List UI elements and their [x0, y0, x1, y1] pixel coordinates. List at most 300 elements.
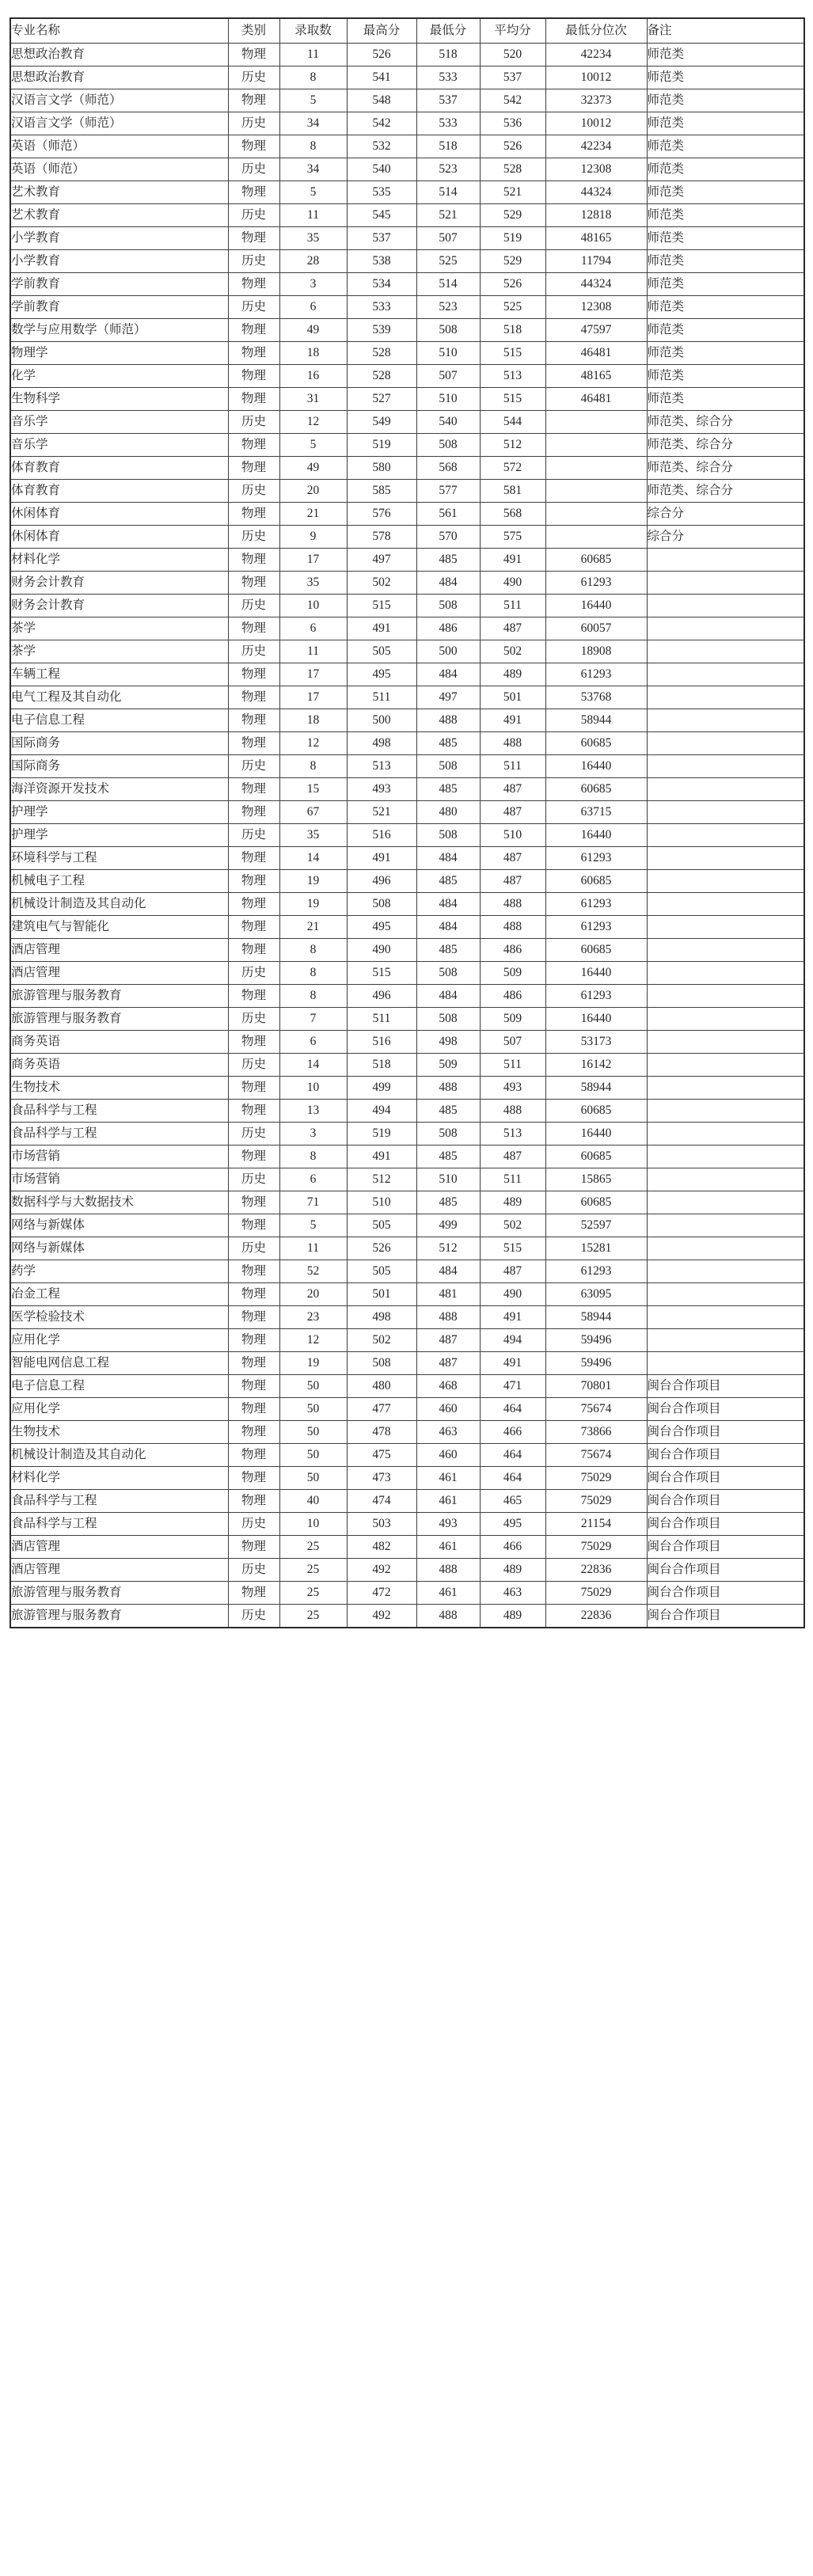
cell-major: 应用化学 [10, 1398, 228, 1421]
cell-major: 小学教育 [10, 250, 228, 273]
cell-admitted-count: 34 [279, 158, 347, 181]
cell-min-score-rank: 75674 [545, 1444, 647, 1467]
cell-category: 物理 [228, 572, 279, 595]
cell-avg-score: 537 [480, 66, 545, 89]
table-row [10, 250, 804, 273]
table-row [10, 388, 804, 411]
cell-avg-score: 529 [480, 250, 545, 273]
table-row [10, 663, 804, 686]
cell-max-score: 542 [347, 112, 416, 135]
cell-admitted-count: 5 [279, 181, 347, 204]
cell-major: 艺术教育 [10, 204, 228, 227]
cell-max-score: 540 [347, 158, 416, 181]
cell-avg-score: 512 [480, 434, 545, 457]
cell-major: 机械设计制造及其自动化 [10, 893, 228, 916]
cell-avg-score: 511 [480, 755, 545, 778]
cell-min-score: 468 [416, 1375, 480, 1398]
cell-remark: 师范类、综合分 [647, 411, 804, 434]
cell-admitted-count: 6 [279, 1168, 347, 1191]
table-row [10, 204, 804, 227]
cell-admitted-count: 23 [279, 1306, 347, 1329]
cell-min-score: 540 [416, 411, 480, 434]
cell-max-score: 493 [347, 778, 416, 801]
cell-remark [647, 847, 804, 870]
table-row [10, 870, 804, 893]
cell-max-score: 511 [347, 1008, 416, 1031]
table-row [10, 89, 804, 112]
cell-major: 英语（师范） [10, 158, 228, 181]
cell-min-score-rank: 70801 [545, 1375, 647, 1398]
cell-min-score-rank: 12308 [545, 296, 647, 319]
table-row [10, 319, 804, 342]
cell-max-score: 527 [347, 388, 416, 411]
cell-min-score: 461 [416, 1467, 480, 1490]
cell-max-score: 578 [347, 526, 416, 549]
cell-remark: 闽台合作项目 [647, 1467, 804, 1490]
cell-avg-score: 464 [480, 1444, 545, 1467]
cell-min-score-rank [545, 411, 647, 434]
cell-admitted-count: 18 [279, 342, 347, 365]
cell-major: 化学 [10, 365, 228, 388]
cell-remark [647, 663, 804, 686]
cell-min-score-rank: 16142 [545, 1054, 647, 1077]
cell-major: 网络与新媒体 [10, 1237, 228, 1260]
cell-category: 物理 [228, 939, 279, 962]
cell-min-score-rank [545, 457, 647, 480]
cell-category: 物理 [228, 617, 279, 640]
cell-min-score-rank: 61293 [545, 1260, 647, 1283]
cell-category: 物理 [228, 388, 279, 411]
cell-category: 物理 [228, 342, 279, 365]
cell-min-score-rank: 58944 [545, 1306, 647, 1329]
cell-min-score: 512 [416, 1237, 480, 1260]
cell-category: 历史 [228, 66, 279, 89]
cell-major: 酒店管理 [10, 1559, 228, 1582]
cell-category: 历史 [228, 824, 279, 847]
cell-category: 物理 [228, 1306, 279, 1329]
cell-category: 历史 [228, 250, 279, 273]
table-row [10, 732, 804, 755]
table-row [10, 1329, 804, 1352]
table-row [10, 916, 804, 939]
cell-max-score: 518 [347, 1054, 416, 1077]
cell-category: 历史 [228, 296, 279, 319]
cell-min-score-rank: 60685 [545, 778, 647, 801]
cell-min-score-rank [545, 503, 647, 526]
table-row [10, 801, 804, 824]
cell-min-score: 485 [416, 939, 480, 962]
cell-category: 物理 [228, 1375, 279, 1398]
cell-admitted-count: 19 [279, 870, 347, 893]
cell-max-score: 549 [347, 411, 416, 434]
cell-avg-score: 464 [480, 1467, 545, 1490]
table-row [10, 1352, 804, 1375]
cell-category: 物理 [228, 1467, 279, 1490]
cell-max-score: 496 [347, 985, 416, 1008]
cell-min-score-rank: 59496 [545, 1329, 647, 1352]
cell-remark [647, 1214, 804, 1237]
cell-major: 旅游管理与服务教育 [10, 1008, 228, 1031]
cell-category: 物理 [228, 1031, 279, 1054]
cell-major: 旅游管理与服务教育 [10, 985, 228, 1008]
cell-avg-score: 491 [480, 549, 545, 572]
cell-min-score: 460 [416, 1444, 480, 1467]
cell-avg-score: 502 [480, 640, 545, 663]
cell-remark: 师范类 [647, 89, 804, 112]
cell-min-score-rank: 75029 [545, 1536, 647, 1559]
cell-remark: 师范类 [647, 342, 804, 365]
cell-category: 物理 [228, 181, 279, 204]
cell-min-score: 484 [416, 663, 480, 686]
cell-min-score: 570 [416, 526, 480, 549]
cell-category: 历史 [228, 1513, 279, 1536]
column-header-max-score: 最高分 [347, 18, 416, 44]
cell-avg-score: 491 [480, 1352, 545, 1375]
cell-admitted-count: 14 [279, 847, 347, 870]
cell-min-score: 498 [416, 1031, 480, 1054]
cell-admitted-count: 12 [279, 411, 347, 434]
cell-major: 体育教育 [10, 457, 228, 480]
cell-category: 物理 [228, 1329, 279, 1352]
cell-category: 历史 [228, 595, 279, 617]
cell-remark [647, 1008, 804, 1031]
cell-admitted-count: 6 [279, 1031, 347, 1054]
cell-admitted-count: 31 [279, 388, 347, 411]
cell-avg-score: 526 [480, 273, 545, 296]
cell-category: 历史 [228, 755, 279, 778]
cell-admitted-count: 28 [279, 250, 347, 273]
table-row [10, 1077, 804, 1100]
column-header-avg-score: 平均分 [480, 18, 545, 44]
cell-category: 物理 [228, 686, 279, 709]
cell-avg-score: 486 [480, 939, 545, 962]
table-row [10, 1513, 804, 1536]
cell-min-score-rank: 44324 [545, 181, 647, 204]
cell-min-score: 461 [416, 1582, 480, 1605]
column-header-min-score: 最低分 [416, 18, 480, 44]
cell-admitted-count: 8 [279, 1146, 347, 1168]
table-row [10, 526, 804, 549]
cell-category: 物理 [228, 870, 279, 893]
cell-min-score: 486 [416, 617, 480, 640]
table-row [10, 617, 804, 640]
cell-max-score: 482 [347, 1536, 416, 1559]
cell-remark [647, 1168, 804, 1191]
cell-min-score-rank: 46481 [545, 342, 647, 365]
cell-major: 数据科学与大数据技术 [10, 1191, 228, 1214]
cell-min-score: 508 [416, 1008, 480, 1031]
cell-min-score: 480 [416, 801, 480, 824]
cell-avg-score: 519 [480, 227, 545, 250]
cell-admitted-count: 8 [279, 755, 347, 778]
cell-min-score-rank [545, 480, 647, 503]
cell-min-score: 523 [416, 158, 480, 181]
cell-remark [647, 985, 804, 1008]
cell-major: 网络与新媒体 [10, 1214, 228, 1237]
cell-min-score-rank: 47597 [545, 319, 647, 342]
cell-avg-score: 518 [480, 319, 545, 342]
cell-min-score: 507 [416, 365, 480, 388]
cell-admitted-count: 21 [279, 916, 347, 939]
cell-min-score: 485 [416, 1146, 480, 1168]
cell-min-score-rank: 52597 [545, 1214, 647, 1237]
cell-avg-score: 487 [480, 801, 545, 824]
cell-major: 机械设计制造及其自动化 [10, 1444, 228, 1467]
cell-min-score-rank: 42234 [545, 135, 647, 158]
table-row [10, 1306, 804, 1329]
cell-min-score-rank: 75029 [545, 1467, 647, 1490]
cell-remark [647, 870, 804, 893]
cell-min-score-rank: 46481 [545, 388, 647, 411]
cell-admitted-count: 19 [279, 1352, 347, 1375]
cell-admitted-count: 17 [279, 686, 347, 709]
cell-admitted-count: 35 [279, 572, 347, 595]
cell-category: 物理 [228, 273, 279, 296]
cell-min-score: 487 [416, 1352, 480, 1375]
table-row [10, 1146, 804, 1168]
cell-remark [647, 755, 804, 778]
cell-admitted-count: 50 [279, 1375, 347, 1398]
cell-max-score: 478 [347, 1421, 416, 1444]
cell-min-score: 577 [416, 480, 480, 503]
cell-major: 护理学 [10, 824, 228, 847]
cell-major: 酒店管理 [10, 962, 228, 985]
cell-min-score-rank: 61293 [545, 572, 647, 595]
table-row [10, 1191, 804, 1214]
cell-major: 音乐学 [10, 411, 228, 434]
cell-min-score: 508 [416, 1123, 480, 1146]
cell-admitted-count: 3 [279, 1123, 347, 1146]
cell-max-score: 528 [347, 342, 416, 365]
table-row [10, 1237, 804, 1260]
cell-remark [647, 1123, 804, 1146]
cell-max-score: 515 [347, 595, 416, 617]
cell-major: 建筑电气与智能化 [10, 916, 228, 939]
cell-admitted-count: 71 [279, 1191, 347, 1214]
cell-min-score: 533 [416, 112, 480, 135]
cell-max-score: 510 [347, 1191, 416, 1214]
cell-min-score-rank: 32373 [545, 89, 647, 112]
cell-min-score: 485 [416, 1191, 480, 1214]
cell-admitted-count: 8 [279, 985, 347, 1008]
cell-admitted-count: 8 [279, 962, 347, 985]
cell-major: 旅游管理与服务教育 [10, 1582, 228, 1605]
cell-category: 物理 [228, 89, 279, 112]
cell-min-score-rank: 11794 [545, 250, 647, 273]
cell-remark [647, 1329, 804, 1352]
cell-min-score-rank: 48165 [545, 227, 647, 250]
table-row [10, 66, 804, 89]
cell-avg-score: 487 [480, 1146, 545, 1168]
cell-admitted-count: 10 [279, 1513, 347, 1536]
cell-avg-score: 536 [480, 112, 545, 135]
table-row [10, 1168, 804, 1191]
cell-remark: 师范类 [647, 365, 804, 388]
cell-major: 药学 [10, 1260, 228, 1283]
cell-max-score: 473 [347, 1467, 416, 1490]
cell-remark [647, 1283, 804, 1306]
table-row [10, 595, 804, 617]
table-row [10, 709, 804, 732]
cell-avg-score: 489 [480, 1191, 545, 1214]
cell-admitted-count: 67 [279, 801, 347, 824]
cell-admitted-count: 25 [279, 1536, 347, 1559]
cell-max-score: 539 [347, 319, 416, 342]
table-row [10, 1559, 804, 1582]
cell-max-score: 502 [347, 1329, 416, 1352]
cell-admitted-count: 50 [279, 1467, 347, 1490]
cell-category: 物理 [228, 227, 279, 250]
cell-major: 学前教育 [10, 273, 228, 296]
cell-min-score: 460 [416, 1398, 480, 1421]
cell-avg-score: 511 [480, 1054, 545, 1077]
cell-avg-score: 490 [480, 1283, 545, 1306]
cell-category: 历史 [228, 204, 279, 227]
cell-remark: 师范类 [647, 250, 804, 273]
cell-min-score: 497 [416, 686, 480, 709]
cell-category: 物理 [228, 1214, 279, 1237]
cell-min-score-rank: 42234 [545, 44, 647, 66]
cell-min-score-rank: 61293 [545, 916, 647, 939]
cell-category: 物理 [228, 663, 279, 686]
column-header-major: 专业名称 [10, 18, 228, 44]
cell-remark [647, 1077, 804, 1100]
cell-major: 电气工程及其自动化 [10, 686, 228, 709]
cell-category: 物理 [228, 1352, 279, 1375]
cell-category: 物理 [228, 1582, 279, 1605]
cell-remark [647, 709, 804, 732]
cell-min-score-rank: 75029 [545, 1582, 647, 1605]
table-row [10, 755, 804, 778]
cell-min-score-rank: 60685 [545, 939, 647, 962]
cell-category: 物理 [228, 709, 279, 732]
cell-category: 物理 [228, 44, 279, 66]
cell-avg-score: 526 [480, 135, 545, 158]
cell-remark: 师范类 [647, 112, 804, 135]
cell-avg-score: 510 [480, 824, 545, 847]
cell-min-score-rank [545, 434, 647, 457]
table-row [10, 572, 804, 595]
cell-avg-score: 575 [480, 526, 545, 549]
cell-category: 物理 [228, 1398, 279, 1421]
cell-min-score: 484 [416, 985, 480, 1008]
cell-category: 历史 [228, 1605, 279, 1628]
table-row [10, 227, 804, 250]
cell-category: 历史 [228, 640, 279, 663]
table-row [10, 1054, 804, 1077]
cell-category: 物理 [228, 1490, 279, 1513]
cell-category: 历史 [228, 112, 279, 135]
cell-min-score: 499 [416, 1214, 480, 1237]
cell-min-score: 510 [416, 342, 480, 365]
cell-avg-score: 515 [480, 388, 545, 411]
cell-max-score: 495 [347, 663, 416, 686]
cell-remark: 师范类 [647, 273, 804, 296]
cell-category: 物理 [228, 365, 279, 388]
table-header-row [10, 18, 804, 44]
cell-max-score: 497 [347, 549, 416, 572]
table-row [10, 158, 804, 181]
cell-max-score: 494 [347, 1100, 416, 1123]
cell-avg-score: 487 [480, 1260, 545, 1283]
cell-avg-score: 572 [480, 457, 545, 480]
cell-major: 机械电子工程 [10, 870, 228, 893]
table-row [10, 549, 804, 572]
cell-avg-score: 471 [480, 1375, 545, 1398]
cell-admitted-count: 17 [279, 549, 347, 572]
cell-avg-score: 487 [480, 870, 545, 893]
table-row [10, 44, 804, 66]
cell-avg-score: 509 [480, 1008, 545, 1031]
cell-min-score-rank: 60685 [545, 549, 647, 572]
cell-remark [647, 732, 804, 755]
cell-remark [647, 640, 804, 663]
cell-admitted-count: 5 [279, 89, 347, 112]
cell-min-score: 508 [416, 319, 480, 342]
column-header-admitted-count: 录取数 [279, 18, 347, 44]
cell-min-score-rank: 60685 [545, 1191, 647, 1214]
cell-remark: 师范类 [647, 135, 804, 158]
cell-category: 物理 [228, 985, 279, 1008]
cell-avg-score: 528 [480, 158, 545, 181]
cell-avg-score: 520 [480, 44, 545, 66]
cell-min-score-rank: 16440 [545, 962, 647, 985]
cell-major: 茶学 [10, 640, 228, 663]
cell-category: 物理 [228, 1146, 279, 1168]
table-row [10, 939, 804, 962]
table-row [10, 1100, 804, 1123]
cell-min-score-rank: 18908 [545, 640, 647, 663]
cell-max-score: 505 [347, 1214, 416, 1237]
cell-remark: 师范类 [647, 158, 804, 181]
cell-max-score: 498 [347, 1306, 416, 1329]
cell-major: 食品科学与工程 [10, 1513, 228, 1536]
cell-remark: 闽台合作项目 [647, 1375, 804, 1398]
cell-category: 物理 [228, 549, 279, 572]
cell-category: 物理 [228, 319, 279, 342]
table-row [10, 1008, 804, 1031]
cell-major: 食品科学与工程 [10, 1490, 228, 1513]
cell-remark: 师范类 [647, 44, 804, 66]
cell-min-score: 500 [416, 640, 480, 663]
cell-remark [647, 801, 804, 824]
cell-remark: 师范类 [647, 227, 804, 250]
cell-remark: 闽台合作项目 [647, 1490, 804, 1513]
cell-avg-score: 466 [480, 1421, 545, 1444]
table-row [10, 135, 804, 158]
cell-avg-score: 502 [480, 1214, 545, 1237]
cell-admitted-count: 50 [279, 1398, 347, 1421]
cell-min-score-rank: 15865 [545, 1168, 647, 1191]
cell-admitted-count: 50 [279, 1421, 347, 1444]
cell-max-score: 512 [347, 1168, 416, 1191]
cell-min-score-rank: 61293 [545, 893, 647, 916]
cell-max-score: 519 [347, 1123, 416, 1146]
cell-min-score: 461 [416, 1490, 480, 1513]
cell-major: 车辆工程 [10, 663, 228, 686]
cell-max-score: 502 [347, 572, 416, 595]
cell-remark: 闽台合作项目 [647, 1605, 804, 1628]
cell-admitted-count: 20 [279, 1283, 347, 1306]
cell-avg-score: 488 [480, 1100, 545, 1123]
cell-max-score: 503 [347, 1513, 416, 1536]
table-row [10, 457, 804, 480]
cell-min-score: 488 [416, 709, 480, 732]
cell-min-score: 507 [416, 227, 480, 250]
cell-min-score: 485 [416, 1100, 480, 1123]
cell-max-score: 499 [347, 1077, 416, 1100]
cell-avg-score: 511 [480, 1168, 545, 1191]
